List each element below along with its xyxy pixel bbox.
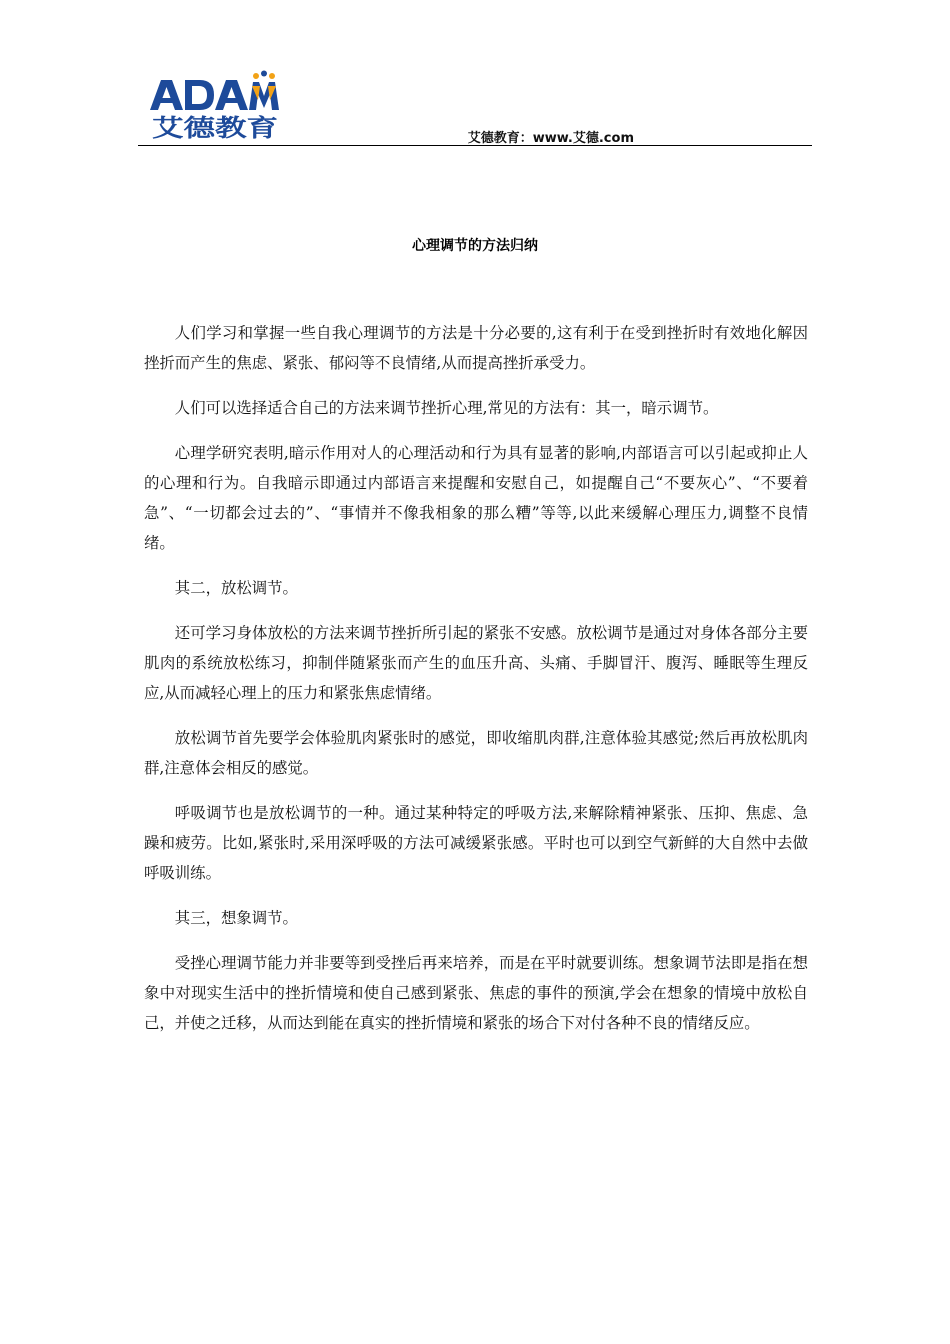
paragraph: 其三，想象调节。 — [174, 909, 298, 927]
header-site-label: 艾德教育：www.艾德.com — [467, 131, 634, 146]
document-body — [144, 318, 808, 1053]
paragraph: 其二，放松调节。 — [174, 579, 298, 597]
paragraph: 心理学研究表明,暗示作用对人的心理活动和行为具有显著的影响,内部语言可以引起或抑止人的心理和行为。自我暗示即通过内部语言来提醒和安慰自己，如提醒自己“不要灰心”、“不要着急”、“一切都会过去的”、“事情并不像我相象的那么糟”等等,以此来缓解心理压力,调整不良情绪。 — [144, 444, 808, 552]
header-divider — [138, 145, 812, 146]
paragraph: 还可学习身体放松的方法来调节挫折所引起的紧张不安感。放松调节是通过对身体各部分主要肌肉的系统放松练习，抑制伴随紧张而产生的血压升高、头痛、手脚冒汗、腹泻、睡眠等生理反应,从而减轻心理上的压力和紧张焦虑情绪。 — [144, 624, 808, 702]
adam-logo — [148, 70, 284, 140]
paragraph: 人们可以选择适合自己的方法来调节挫折心理,常见的方法有：其一，暗示调节。 — [174, 399, 719, 417]
paragraph: 放松调节首先要学会体验肌肉紧张时的感觉，即收缩肌肉群,注意体验其感觉;然后再放松肌肉群,注意体会相反的感觉。 — [144, 729, 808, 777]
logo-subtext: 艾德教育 — [152, 114, 278, 140]
document-title: 心理调节的方法归纳 — [412, 238, 538, 254]
page-header — [138, 64, 812, 148]
paragraph: 人们学习和掌握一些自我心理调节的方法是十分必要的,这有利于在受到挫折时有效地化解因挫折而产生的焦虑、紧张、郁闷等不良情绪,从而提高挫折承受力。 — [144, 324, 808, 372]
paragraph: 呼吸调节也是放松调节的一种。通过某种特定的呼吸方法,来解除精神紧张、压抑、焦虑、急躁和疲劳。比如,紧张时,采用深呼吸的方法可减缓紧张感。平时也可以到空气新鲜的大自然中去做呼吸训练。 — [144, 804, 808, 882]
paragraph: 受挫心理调节能力并非要等到受挫后再来培养，而是在平时就要训练。想象调节法即是指在想象中对现实生活中的挫折情境和使自己感到紧张、焦虑的事件的预演,学会在想象的情境中放松自己，并使之迁移，从而达到能在真实的挫折情境和紧张的场合下对付各种不良的情绪反应。 — [144, 954, 808, 1032]
